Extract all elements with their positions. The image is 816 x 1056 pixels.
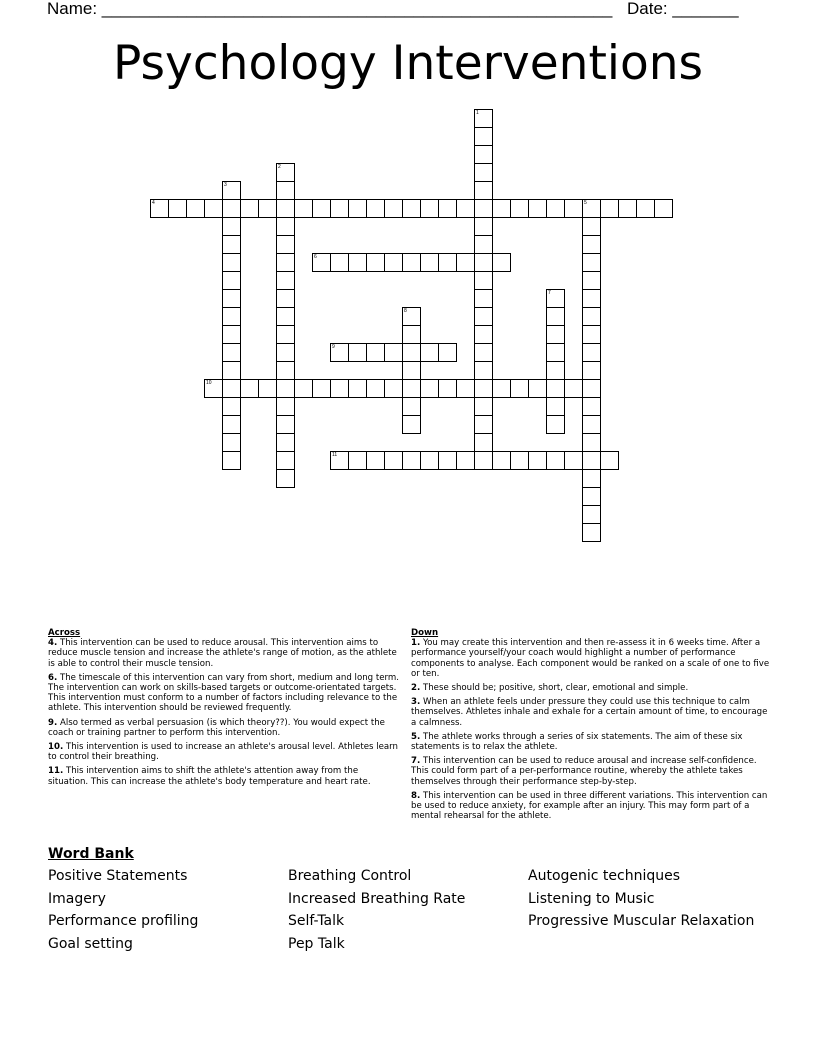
crossword-cell[interactable] [564, 379, 583, 398]
crossword-cell[interactable] [582, 307, 601, 326]
clue-text: When an athlete feels under pressure they could use this technique to calm themselves. Athletes inhale and exhale for a certain amount of time, to encourage a calmness. [411, 697, 768, 728]
across-clue [48, 673, 400, 714]
crossword-cell[interactable] [474, 163, 493, 182]
crossword-cell[interactable] [222, 361, 241, 380]
crossword-cell[interactable] [402, 397, 421, 416]
crossword-cell[interactable] [222, 289, 241, 308]
crossword-cell[interactable] [546, 199, 565, 218]
crossword-cell[interactable] [222, 451, 241, 470]
clue-text: These should be; positive, short, clear, emotional and simple. [422, 683, 689, 694]
crossword-cell[interactable] [222, 217, 241, 236]
crossword-cell[interactable] [276, 289, 295, 308]
clue-number: 3. [411, 697, 421, 708]
crossword-cell[interactable] [276, 253, 295, 272]
crossword-cell[interactable] [186, 199, 205, 218]
crossword-cell[interactable] [222, 325, 241, 344]
crossword-cell[interactable] [276, 235, 295, 254]
cell-number: 1 [476, 110, 479, 116]
crossword-cell[interactable] [474, 217, 493, 236]
crossword-cell[interactable] [582, 469, 601, 488]
crossword-cell[interactable] [456, 451, 475, 470]
crossword-cell[interactable] [546, 307, 565, 326]
crossword-cell[interactable] [402, 415, 421, 434]
crossword-cell[interactable] [384, 379, 403, 398]
across-clue [48, 638, 400, 669]
crossword-cell[interactable] [366, 253, 385, 272]
crossword-cell[interactable] [456, 199, 475, 218]
crossword-cell[interactable] [582, 289, 601, 308]
crossword-cell[interactable] [582, 451, 601, 470]
crossword-cell[interactable] [654, 199, 673, 218]
crossword-cell[interactable] [546, 379, 565, 398]
crossword-cell[interactable] [564, 451, 583, 470]
crossword-cell[interactable] [510, 379, 529, 398]
crossword-cell[interactable] [582, 235, 601, 254]
crossword-cell[interactable] [348, 199, 367, 218]
across-clue [48, 718, 400, 738]
crossword-cell[interactable] [402, 253, 421, 272]
crossword-cell[interactable] [474, 361, 493, 380]
cell-number: 11 [332, 452, 338, 458]
clue-number: 5. [411, 731, 421, 742]
crossword-cell[interactable] [348, 253, 367, 272]
date-line[interactable]: Date: _______ [627, 0, 739, 18]
crossword-cell[interactable] [474, 253, 493, 272]
crossword-cell[interactable] [582, 253, 601, 272]
across-clue [48, 742, 400, 762]
crossword-cell[interactable] [582, 487, 601, 506]
crossword-cell[interactable] [438, 451, 457, 470]
down-clue [411, 638, 771, 679]
crossword-cell[interactable] [420, 379, 439, 398]
down-clues [411, 628, 771, 825]
crossword-cell[interactable] [582, 325, 601, 344]
crossword-cell[interactable] [348, 451, 367, 470]
crossword-cell[interactable] [456, 253, 475, 272]
crossword-cell[interactable] [222, 415, 241, 434]
crossword-cell[interactable] [312, 253, 331, 272]
clue-number: 6. [48, 672, 58, 683]
crossword-cell[interactable] [402, 451, 421, 470]
crossword-cell[interactable] [222, 397, 241, 416]
crossword-cell[interactable] [582, 505, 601, 524]
crossword-cell[interactable] [222, 181, 241, 200]
crossword-cell[interactable] [474, 289, 493, 308]
crossword-cell[interactable] [510, 199, 529, 218]
crossword-cell[interactable] [582, 199, 601, 218]
clue-number: 8. [411, 790, 421, 801]
crossword-cell[interactable] [492, 379, 511, 398]
cell-number: 7 [548, 290, 551, 296]
crossword-cell[interactable] [366, 379, 385, 398]
crossword-cell[interactable] [258, 199, 277, 218]
crossword-cell[interactable] [492, 253, 511, 272]
crossword-cell[interactable] [492, 199, 511, 218]
crossword-cell[interactable] [276, 451, 295, 470]
word-bank-item: Listening to Music [528, 890, 655, 907]
crossword-cell[interactable] [222, 253, 241, 272]
crossword-cell[interactable] [528, 199, 547, 218]
crossword-cell[interactable] [276, 217, 295, 236]
crossword-cell[interactable] [456, 379, 475, 398]
crossword-cell[interactable] [546, 325, 565, 344]
word-bank [48, 845, 788, 953]
crossword-cell[interactable] [492, 451, 511, 470]
crossword-cell[interactable] [438, 199, 457, 218]
crossword-cell[interactable] [366, 451, 385, 470]
crossword-cell[interactable] [420, 343, 439, 362]
crossword-cell[interactable] [222, 199, 241, 218]
clue-number: 2. [411, 683, 421, 694]
crossword-cell[interactable] [474, 271, 493, 290]
crossword-cell[interactable] [222, 379, 241, 398]
clue-text: This intervention aims to shift the athlete's attention away from the situation. This can increase the athlete's body temperature and heart rate. [48, 766, 371, 787]
word-bank-item: Imagery [48, 890, 106, 907]
clue-text: You may create this intervention and then re-assess it in 6 weeks time. After a performance yourself/your coach would highlight a number of performance components to analyse. Each component would be ranked on a scale of one to five or ten. [411, 638, 770, 679]
crossword-cell[interactable] [582, 271, 601, 290]
crossword-cell[interactable] [438, 379, 457, 398]
crossword-cell[interactable] [312, 379, 331, 398]
crossword-cell[interactable] [528, 379, 547, 398]
cell-number: 9 [332, 344, 335, 350]
word-bank-item: Self-Talk [288, 913, 345, 929]
crossword-cell[interactable] [222, 271, 241, 290]
cell-number: 2 [278, 164, 281, 170]
name-line[interactable]: Name: ______________________________________________________ [47, 0, 613, 18]
crossword-cell[interactable] [546, 361, 565, 380]
word-bank-item: Positive Statements [48, 868, 188, 884]
crossword-cell[interactable] [546, 397, 565, 416]
crossword-cell[interactable] [240, 379, 259, 398]
down-clue [411, 732, 771, 752]
crossword-cell[interactable] [276, 469, 295, 488]
clue-number: 4. [48, 638, 58, 649]
word-bank-item: Goal setting [48, 935, 133, 952]
crossword-cell[interactable] [438, 343, 457, 362]
crossword-cell[interactable] [420, 253, 439, 272]
cell-number: 3 [224, 182, 227, 188]
word-bank-item: Autogenic techniques [528, 868, 681, 884]
clue-number: 7. [411, 756, 421, 767]
crossword-cell[interactable] [600, 199, 619, 218]
crossword-cell[interactable] [474, 433, 493, 452]
clue-number: 1. [411, 638, 421, 649]
crossword-cell[interactable] [222, 433, 241, 452]
crossword-cell[interactable] [276, 181, 295, 200]
cell-number: 8 [404, 308, 407, 314]
crossword-cell[interactable] [276, 307, 295, 326]
crossword-cell[interactable] [636, 199, 655, 218]
crossword-cell[interactable] [330, 379, 349, 398]
crossword-cell[interactable] [222, 307, 241, 326]
crossword-cell[interactable] [474, 145, 493, 164]
word-bank-item: Increased Breathing Rate [288, 890, 466, 907]
page-title: Psychology Interventions [113, 36, 703, 91]
crossword-cell[interactable] [330, 253, 349, 272]
crossword-cell[interactable] [330, 199, 349, 218]
crossword-cell[interactable] [474, 379, 493, 398]
crossword-cell[interactable] [276, 343, 295, 362]
crossword-cell[interactable] [510, 451, 529, 470]
crossword-cell[interactable] [402, 379, 421, 398]
crossword-cell[interactable] [402, 307, 421, 326]
crossword-cell[interactable] [402, 325, 421, 344]
crossword-cell[interactable] [474, 181, 493, 200]
crossword-cell[interactable] [402, 343, 421, 362]
across-heading: Across [48, 628, 81, 638]
word-bank-item: Progressive Muscular Relaxation [528, 913, 755, 929]
crossword-cell[interactable] [600, 451, 619, 470]
crossword-cell[interactable] [294, 199, 313, 218]
crossword-cell[interactable] [420, 451, 439, 470]
crossword-cell[interactable] [384, 343, 403, 362]
crossword-cell[interactable] [474, 307, 493, 326]
crossword-cell[interactable] [474, 235, 493, 254]
crossword-cell[interactable] [582, 523, 601, 542]
crossword-cell[interactable] [474, 199, 493, 218]
crossword-cell[interactable] [276, 199, 295, 218]
crossword-cell[interactable] [546, 451, 565, 470]
clue-text: This intervention can be used to reduce arousal. This intervention aims to reduce muscle tension and increase the athlete's range of motion, as the athlete is able to control their muscle tension. [48, 638, 397, 669]
crossword-cell[interactable] [384, 199, 403, 218]
crossword-cell[interactable] [546, 415, 565, 434]
clue-text: The athlete works through a series of six statements. The aim of these six statements is to relax the athlete. [411, 731, 743, 753]
crossword-cell[interactable] [384, 451, 403, 470]
down-clue [411, 791, 771, 822]
word-bank-title: Word Bank [48, 846, 134, 862]
crossword-cell[interactable] [276, 163, 295, 182]
crossword-cell[interactable] [276, 361, 295, 380]
crossword-cell[interactable] [582, 361, 601, 380]
down-clue [411, 756, 771, 787]
crossword-cell[interactable] [240, 199, 259, 218]
crossword-cell[interactable] [168, 199, 187, 218]
crossword-cell[interactable] [474, 325, 493, 344]
crossword-cell[interactable] [474, 415, 493, 434]
down-clue [411, 697, 771, 728]
crossword-cell[interactable] [384, 253, 403, 272]
crossword-cell[interactable] [276, 325, 295, 344]
crossword-cell[interactable] [564, 199, 583, 218]
crossword-cell[interactable] [330, 451, 349, 470]
clue-number: 10. [48, 742, 64, 753]
cell-number: 10 [206, 380, 212, 386]
crossword-cell[interactable] [582, 343, 601, 362]
cell-number: 4 [152, 200, 155, 206]
clue-text: Also termed as verbal persuasion (is which theory??). You would expect the coach or training partner to perform this intervention. [48, 717, 385, 738]
clue-number: 9. [48, 717, 58, 728]
crossword-cell[interactable] [474, 109, 493, 128]
crossword-cell[interactable] [330, 343, 349, 362]
across-clues [48, 628, 400, 791]
word-bank-item: Breathing Control [288, 868, 412, 884]
crossword-cell[interactable] [528, 451, 547, 470]
across-clue [48, 766, 400, 786]
crossword-cell[interactable] [312, 199, 331, 218]
crossword-cell[interactable] [276, 379, 295, 398]
crossword-cell[interactable] [276, 433, 295, 452]
clue-text: The timescale of this intervention can vary from short, medium and long term. The intervention can work on skills-based targets or outcome-orientated targets. This intervention must conform to a number of factors including relevance to the athlete. This intervention should be reviewed frequently. [48, 672, 399, 714]
crossword-cell[interactable] [276, 271, 295, 290]
crossword-cell[interactable] [258, 379, 277, 398]
word-bank-item: Pep Talk [288, 935, 345, 952]
crossword-cell[interactable] [474, 127, 493, 146]
crossword-cell[interactable] [402, 199, 421, 218]
down-clue [411, 683, 771, 693]
crossword-cell[interactable] [546, 289, 565, 308]
crossword-cell[interactable] [150, 199, 169, 218]
crossword-cell[interactable] [546, 343, 565, 362]
crossword-cell[interactable] [222, 343, 241, 362]
crossword-cell[interactable] [366, 343, 385, 362]
crossword-cell[interactable] [582, 379, 601, 398]
crossword-cell[interactable] [348, 343, 367, 362]
crossword-cell[interactable] [294, 379, 313, 398]
crossword-cell[interactable] [582, 433, 601, 452]
crossword-cell[interactable] [474, 397, 493, 416]
cell-number: 5 [584, 200, 587, 206]
crossword-cell[interactable] [438, 253, 457, 272]
down-heading: Down [411, 628, 439, 638]
crossword-cell[interactable] [582, 415, 601, 434]
crossword-cell[interactable] [582, 397, 601, 416]
crossword-cell[interactable] [366, 199, 385, 218]
crossword-cell[interactable] [204, 379, 223, 398]
crossword-cell[interactable] [276, 397, 295, 416]
crossword-cell[interactable] [420, 199, 439, 218]
clue-text: This intervention can be used in three different variations. This intervention can be used to reduce anxiety, for example after an injury. This may form part of a mental rehearsal for the athlete. [411, 790, 768, 822]
crossword-cell[interactable] [402, 361, 421, 380]
clue-text: This intervention can be used to reduce arousal and increase self-confidence. This could form part of a per-performance routine, whereby the athlete takes themselves through their performance step-by-step. [411, 756, 757, 787]
clue-text: This intervention is used to increase an athlete's arousal level. Athletes learn to control their breathing. [48, 742, 398, 763]
word-bank-item [528, 935, 788, 953]
crossword-cell[interactable] [204, 199, 223, 218]
crossword-cell[interactable] [582, 217, 601, 236]
word-bank-item: Performance profiling [48, 913, 199, 929]
crossword-cell[interactable] [348, 379, 367, 398]
crossword-cell[interactable] [222, 235, 241, 254]
crossword-cell[interactable] [618, 199, 637, 218]
crossword-cell[interactable] [474, 343, 493, 362]
cell-number: 6 [314, 254, 317, 260]
crossword-cell[interactable] [474, 451, 493, 470]
clue-number: 11. [48, 766, 64, 777]
crossword-cell[interactable] [276, 415, 295, 434]
